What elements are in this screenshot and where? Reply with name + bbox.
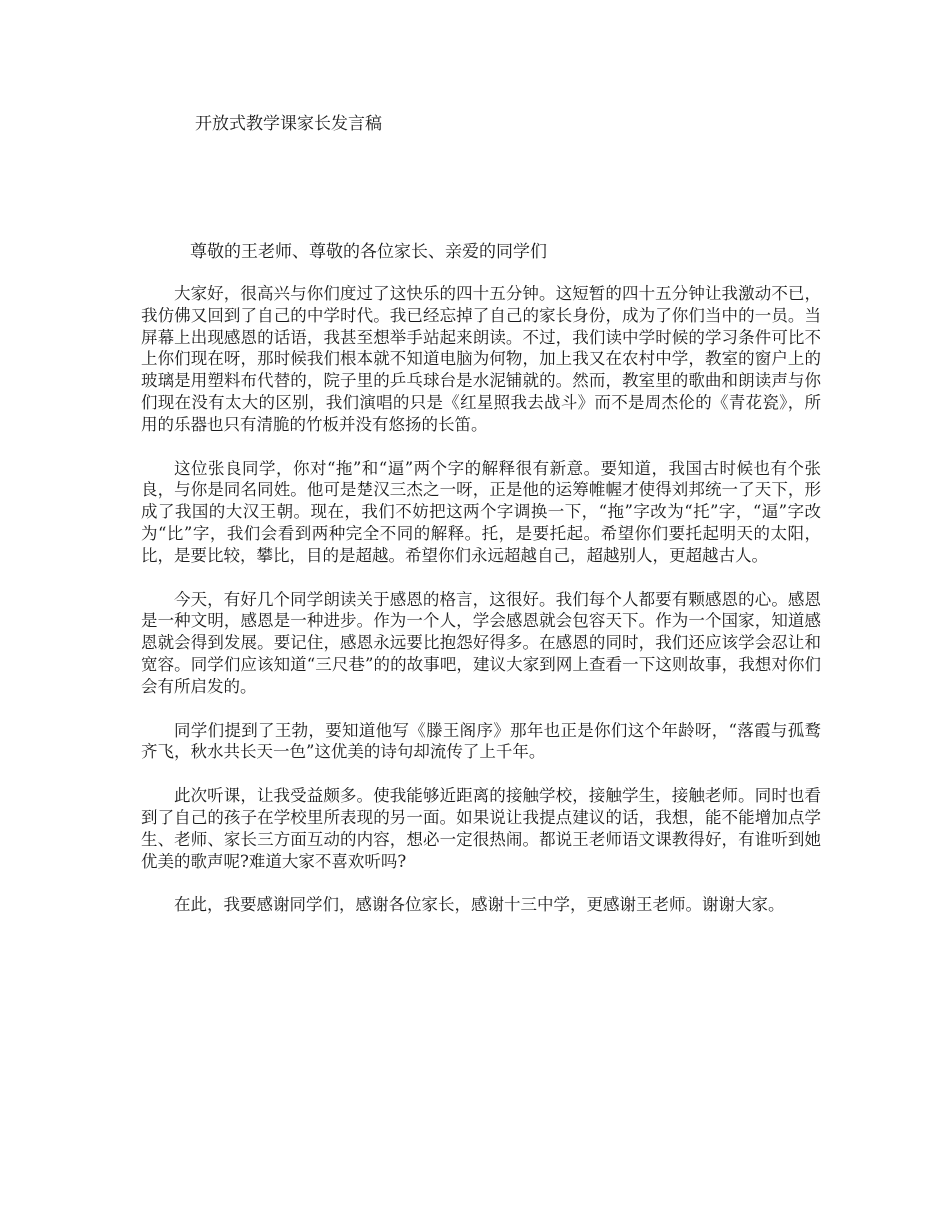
paragraph-gratitude: 今天，有好几个同学朗读关于感恩的格言，这很好。我们每个人都要有颗感恩的心。感恩是一种文明，感恩是一种进步。作为一个人，学会感恩就会包容天下。作为一个国家，知道感恩就会得到发展。要记住，感恩永远要比抱怨好得多。在感恩的同时，我们还应该学会忍让和宽容。同学们应该知道“三尺巷”的的故事吧，建议大家到网上查看一下这则故事，我想对你们会有所启发的。	[141, 589, 821, 696]
document-title: 开放式教学课家长发言稿	[195, 114, 382, 134]
paragraph-thanks: 在此，我要感谢同学们，感谢各位家长，感谢十三中学，更感谢王老师。谢谢大家。	[174, 895, 785, 915]
paragraph-zhang-liang: 这位张良同学，你对“拖”和“逼”两个字的解释很有新意。要知道，我国古时候也有个张良，与你是同名同姓。他可是楚汉三杰之一呀，正是他的运筹帷幄才使得刘邦统一了天下，形成了我国的大汉王朝。现在，我们不妨把这两个字调换一下，“拖”字改为“托”字，“逼”字改为“比”字，我们会看到两种完全不同的解释。托，是要托起。希望你们要托起明天的太阳，比，是要比较，攀比，目的是超越。希望你们永远超越自己，超越别人，更超越古人。	[141, 458, 821, 565]
speech-body	[141, 283, 821, 938]
paragraph-suggestion: 此次听课，让我受益颇多。使我能够近距离的接触学校，接触学生，接触老师。同时也看到了自己的孩子在学校里所表现的另一面。如果说让我提点建议的话，我想，能不能增加点学生、老师、家长三方面互动的内容，想必一定很热闹。都说王老师语文课教得好，有谁听到她优美的歌声呢?难道大家不喜欢听吗?	[141, 786, 821, 871]
paragraph-wang-bo: 同学们提到了王勃，要知道他写《滕王阁序》那年也正是你们这个年龄呀，“落霞与孤鹜齐飞，秋水共长天一色”这优美的诗句却流传了上千年。	[141, 720, 821, 762]
paragraph-greeting: 大家好，很高兴与你们度过了这快乐的四十五分钟。这短暂的四十五分钟让我激动不已，我仿佛又回到了自己的中学时代。我已经忘掉了自己的家长身份，成为了你们当中的一员。当屏幕上出现感恩的话语，我甚至想举手站起来朗读。不过，我们读中学时候的学习条件可比不上你们现在呀，那时候我们根本就不知道电脑为何物，加上我又在农村中学，教室的窗户上的玻璃是用塑料布代替的，院子里的乒乓球台是水泥铺就的。然而，教室里的歌曲和朗读声与你们现在没有太大的区别，我们演唱的只是《红星照我去战斗》而不是周杰伦的《青花瓷》，所用的乐器也只有清脆的竹板并没有悠扬的长笛。	[141, 284, 821, 434]
salutation: 尊敬的王老师、尊敬的各位家长、亲爱的同学们	[190, 242, 547, 262]
